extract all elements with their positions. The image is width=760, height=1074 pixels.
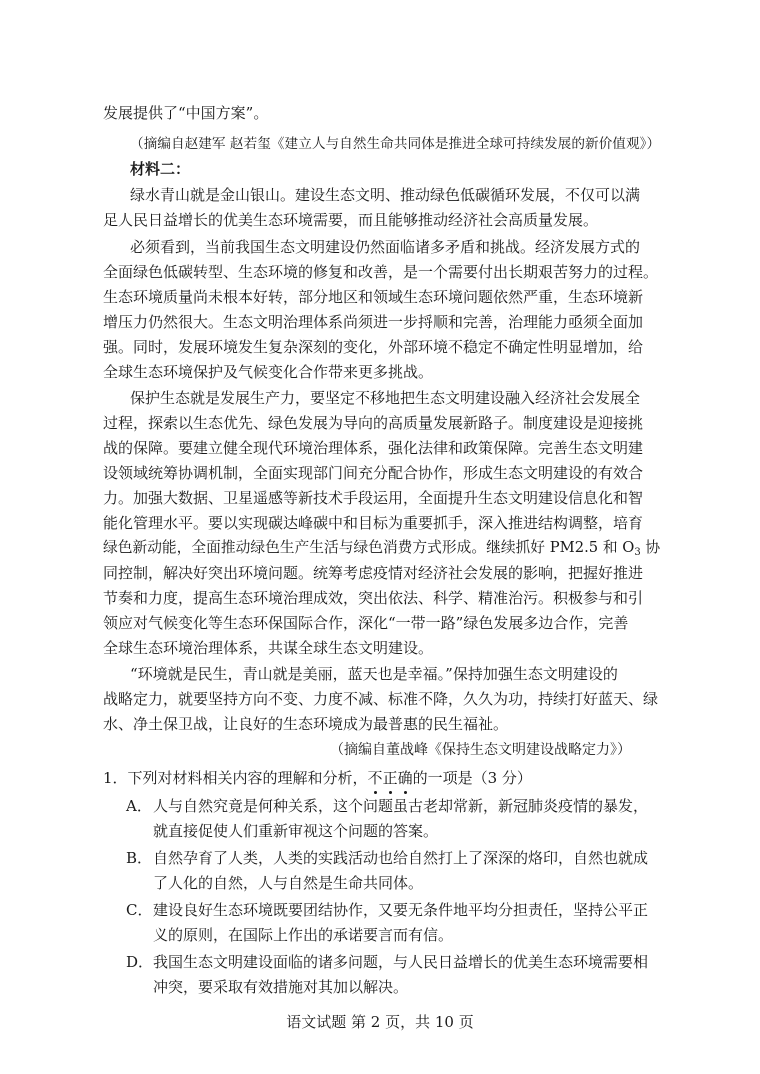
paragraph-line: 全球生态环境保护及气候变化合作带来更多挑战。 bbox=[103, 363, 434, 381]
paragraph-line: 强。同时，发展环境发生复杂深刻的变化，外部环境不稳定不确定性明显增加，给 bbox=[103, 338, 644, 356]
paragraph-line: 全面绿色低碳转型、生态环境的修复和改善，是一个需要付出长期艰苦努力的过程。 bbox=[103, 263, 659, 281]
option-c-label: C． bbox=[126, 901, 153, 919]
paragraph-line: 足人民日益增长的优美生态环境需要，而且能够推动经济社会高质量发展。 bbox=[103, 211, 599, 229]
emphasis-char: 确 bbox=[397, 769, 413, 787]
paragraph-line: 设领域统筹协调机制，全面实现部门间充分配合协作，形成生态文明建设的有效合 bbox=[103, 464, 644, 482]
paragraph-line: 能化管理水平。要以实现碳达峰碳中和目标为重要抓手，深入推进结构调整，培育 bbox=[103, 514, 644, 532]
paragraph-line: 水、净土保卫战，让良好的生态环境成为最普惠的民生福祉。 bbox=[103, 715, 509, 733]
paragraph-line: 保护生态就是发展生产力，要坚定不移地把生态文明建设融入经济社会发展全 bbox=[130, 389, 641, 407]
pm25-text-tail: 协 bbox=[640, 539, 661, 556]
question-stem bbox=[103, 768, 532, 788]
paragraph-line: 战略定力，就要坚持方向不变、力度不减、标准不降，久久为功，持续打好蓝天、绿 bbox=[103, 690, 659, 708]
option-d-label: D． bbox=[126, 953, 154, 971]
option-c-text: 义的原则，在国际上作出的承诺要言而有信。 bbox=[153, 926, 454, 944]
paragraph-line: 生态环境质量尚未根本好转，部分地区和领域生态环境问题依然严重，生态环境新 bbox=[103, 288, 644, 306]
option-a-text: 人与自然究竟是何种关系，这个问题虽古老却常新，新冠肺炎疫情的暴发， bbox=[153, 797, 649, 815]
emphasis-char: 不 bbox=[367, 769, 383, 787]
pm25-text: 绿色新动能，全面推动绿色生产生活与绿色消费方式形成。继续抓好 PM2.5 和 O bbox=[103, 539, 635, 556]
continued-text-line: 发展提供了“中国方案”。 bbox=[103, 104, 269, 122]
question-suffix: 的一项是（3 分） bbox=[412, 769, 532, 787]
paragraph-line-pm25 bbox=[103, 538, 660, 563]
paragraph-line: 同控制，解决好突出环境问题。统筹考虑疫情对经济社会发展的影响，把握好推进 bbox=[103, 564, 644, 582]
source-citation-2: （摘编自董战峰《保持生态文明建设战略定力》） bbox=[330, 742, 631, 758]
option-c-text: 建设良好生态环境既要团结协作，又要无条件地平均分担责任，坚持公平正 bbox=[153, 901, 649, 919]
option-a-text: 就直接促使人们重新审视这个问题的答案。 bbox=[153, 822, 439, 840]
paragraph-line: “环境就是民生，青山就是美丽，蓝天也是幸福。”保持加强生态文明建设的 bbox=[130, 665, 618, 683]
source-citation-1: （摘编自赵建军 赵若玺《建立人与自然生命共同体是推进全球可持续发展的新价值观》） bbox=[130, 136, 661, 152]
emphasis-char: 正 bbox=[382, 769, 398, 787]
option-b-label: B． bbox=[126, 849, 153, 867]
question-prefix: 1．下列对材料相关内容的理解和分析， bbox=[103, 769, 368, 787]
paragraph-line: 节奏和力度，提高生态环境治理成效，突出依法、科学、精准治污。积极参与和引 bbox=[103, 589, 644, 607]
page-footer: 语文试题 第 2 页，共 10 页 bbox=[286, 1013, 474, 1031]
paragraph-line: 必须看到，当前我国生态文明建设仍然面临诸多矛盾和挑战。经济发展方式的 bbox=[130, 238, 641, 256]
paragraph-line: 领应对气候变化等生态环保国际合作，深化“一带一路”绿色发展多边合作，完善 bbox=[103, 614, 629, 632]
paragraph-line: 过程，探索以生态优先、绿色发展为导向的高质量发展新路子。制度建设是迎接挑 bbox=[103, 414, 644, 432]
paragraph-line: 绿水青山就是金山银山。建设生态文明、推动绿色低碳循环发展，不仅可以满 bbox=[130, 186, 641, 204]
option-b-text: 自然孕育了人类，人类的实践活动也给自然打上了深深的烙印，自然也就成 bbox=[153, 849, 649, 867]
o3-subscript: 3 bbox=[634, 547, 641, 558]
option-b-text: 了人化的自然，人与自然是生命共同体。 bbox=[153, 874, 424, 892]
paragraph-line: 力。加强大数据、卫星遥感等新技术手段运用，全面提升生态文明建设信息化和智 bbox=[103, 489, 644, 507]
material-2-heading: 材料二： bbox=[130, 160, 191, 178]
option-d-text: 冲突，要采取有效措施对其加以解决。 bbox=[153, 978, 409, 996]
option-a-label: A． bbox=[126, 797, 152, 815]
paragraph-line: 全球生态环境治理体系，共谋全球生态文明建设。 bbox=[103, 639, 434, 657]
paragraph-line: 战的保障。要建立健全现代环境治理体系，强化法律和政策保障。完善生态文明建 bbox=[103, 439, 644, 457]
paragraph-line: 增压力仍然很大。生态文明治理体系尚须进一步捋顺和完善，治理能力亟须全面加 bbox=[103, 313, 644, 331]
option-d-text: 我国生态文明建设面临的诸多问题，与人民日益增长的优美生态环境需要相 bbox=[153, 953, 649, 971]
